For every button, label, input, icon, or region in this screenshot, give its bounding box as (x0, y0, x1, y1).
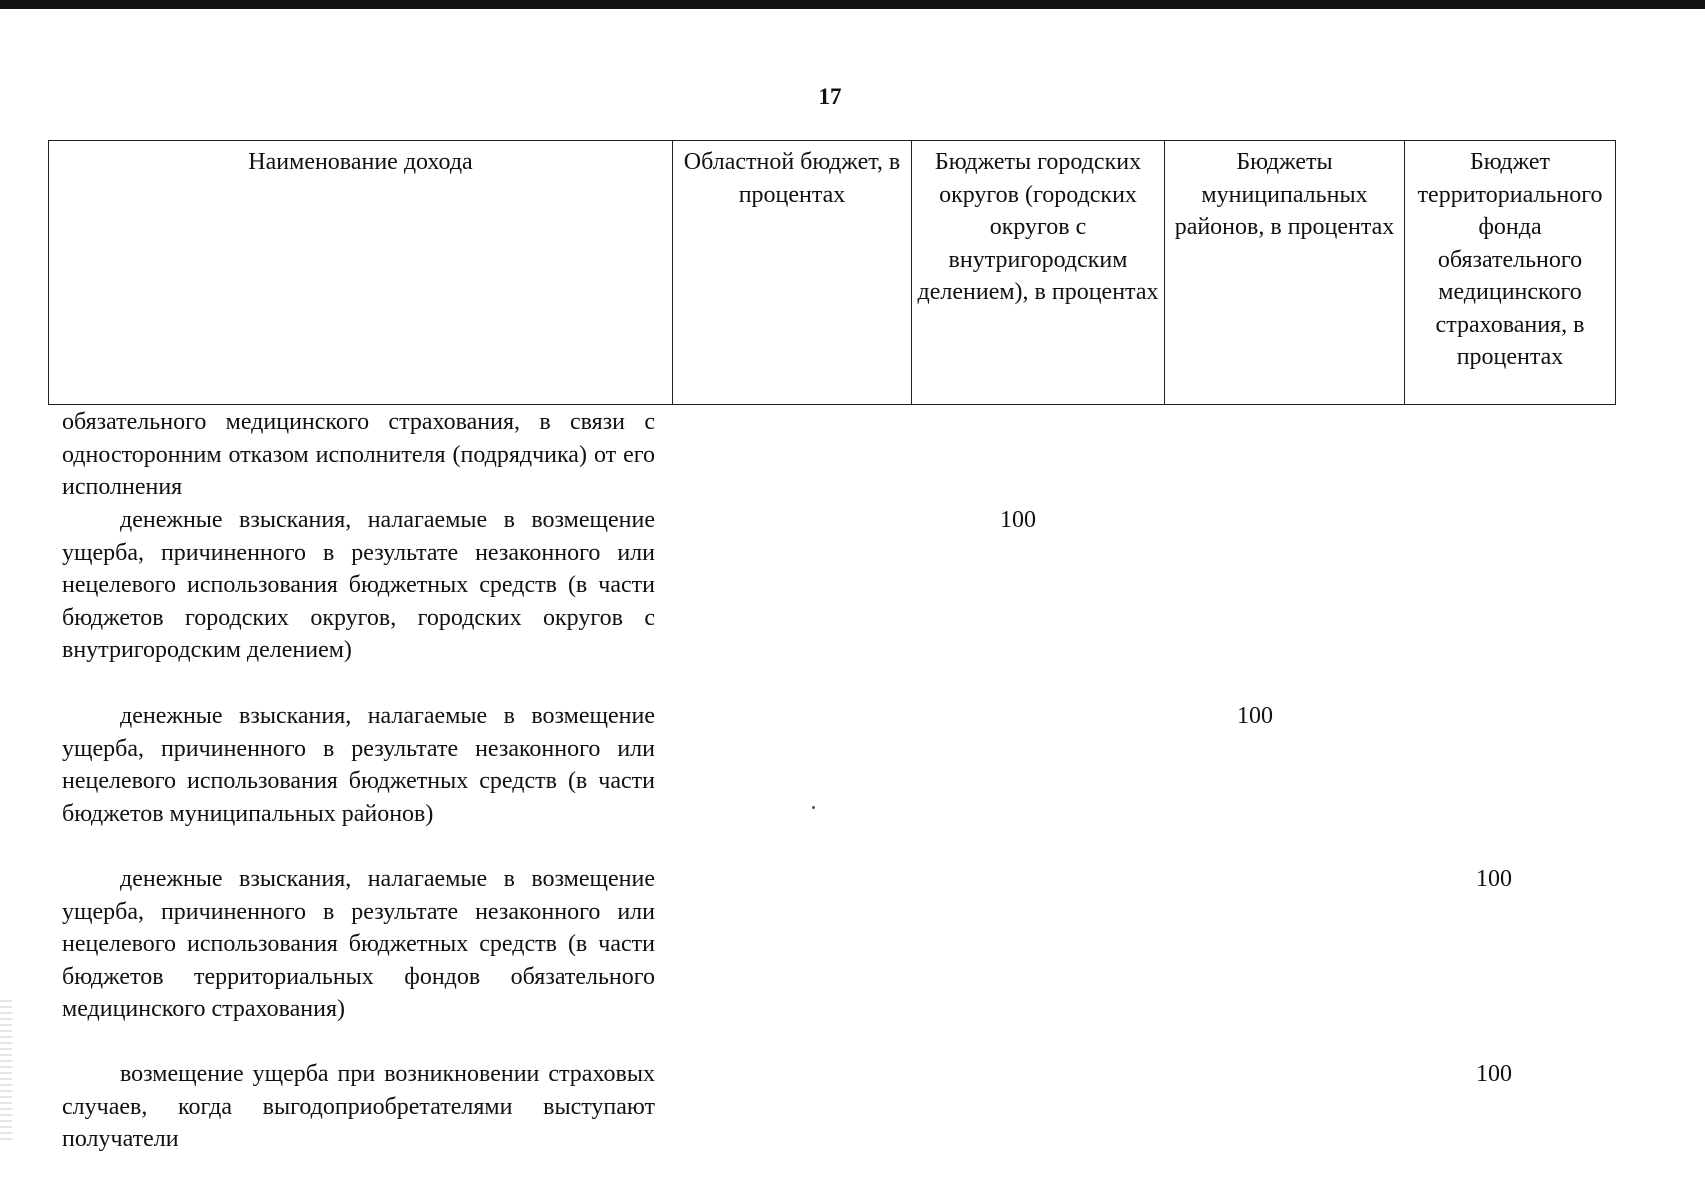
header-regional-budget: Областной бюджет, в процентах (673, 141, 912, 405)
row-value-municipal: 100 (1237, 703, 1273, 729)
row-name: возмещение ущерба при возникновении страховых случаев, когда выгодоприобретателями выступают получатели (62, 1061, 655, 1152)
header-row (49, 141, 1616, 405)
header-fund-budget: Бюджет территориального фонда обязательного медицинского страхования, в процентах (1405, 141, 1616, 405)
top-border (0, 0, 1705, 9)
header-name: Наименование дохода (49, 141, 673, 405)
row-name: обязательного медицинского страхования, в связи с односторонним отказом исполнителя (подрядчика) от его исполнения (62, 409, 655, 500)
header-municipal-budgets: Бюджеты муниципальных районов, в процентах (1165, 141, 1405, 405)
header-city-budgets: Бюджеты городских округов (городских округов с внутригородским делением), в процентах (912, 141, 1165, 405)
row-value-fund: 100 (1476, 866, 1512, 892)
row-name: денежные взыскания, налагаемые в возмещение ущерба, причиненного в результате незаконного или нецелевого использования бюджетных средств (в части бюджетов территориальных фондов обязательного медицинского страхования) (62, 866, 655, 1022)
page-number: 17 (818, 84, 842, 109)
row-name: денежные взыскания, налагаемые в возмещение ущерба, причиненного в результате незаконного или нецелевого использования бюджетных средств (в части бюджетов городских округов, городских округов с внутригородским делением) (62, 507, 655, 663)
row-name: денежные взыскания, налагаемые в возмещение ущерба, причиненного в результате незаконного или нецелевого использования бюджетных средств (в части бюджетов муниципальных районов) (62, 703, 655, 827)
scan-speck (812, 806, 815, 809)
row-value-fund: 100 (1476, 1061, 1512, 1087)
scan-edge-noise (0, 1000, 12, 1140)
row-value-city: 100 (1000, 507, 1036, 533)
table-header (48, 140, 1616, 405)
